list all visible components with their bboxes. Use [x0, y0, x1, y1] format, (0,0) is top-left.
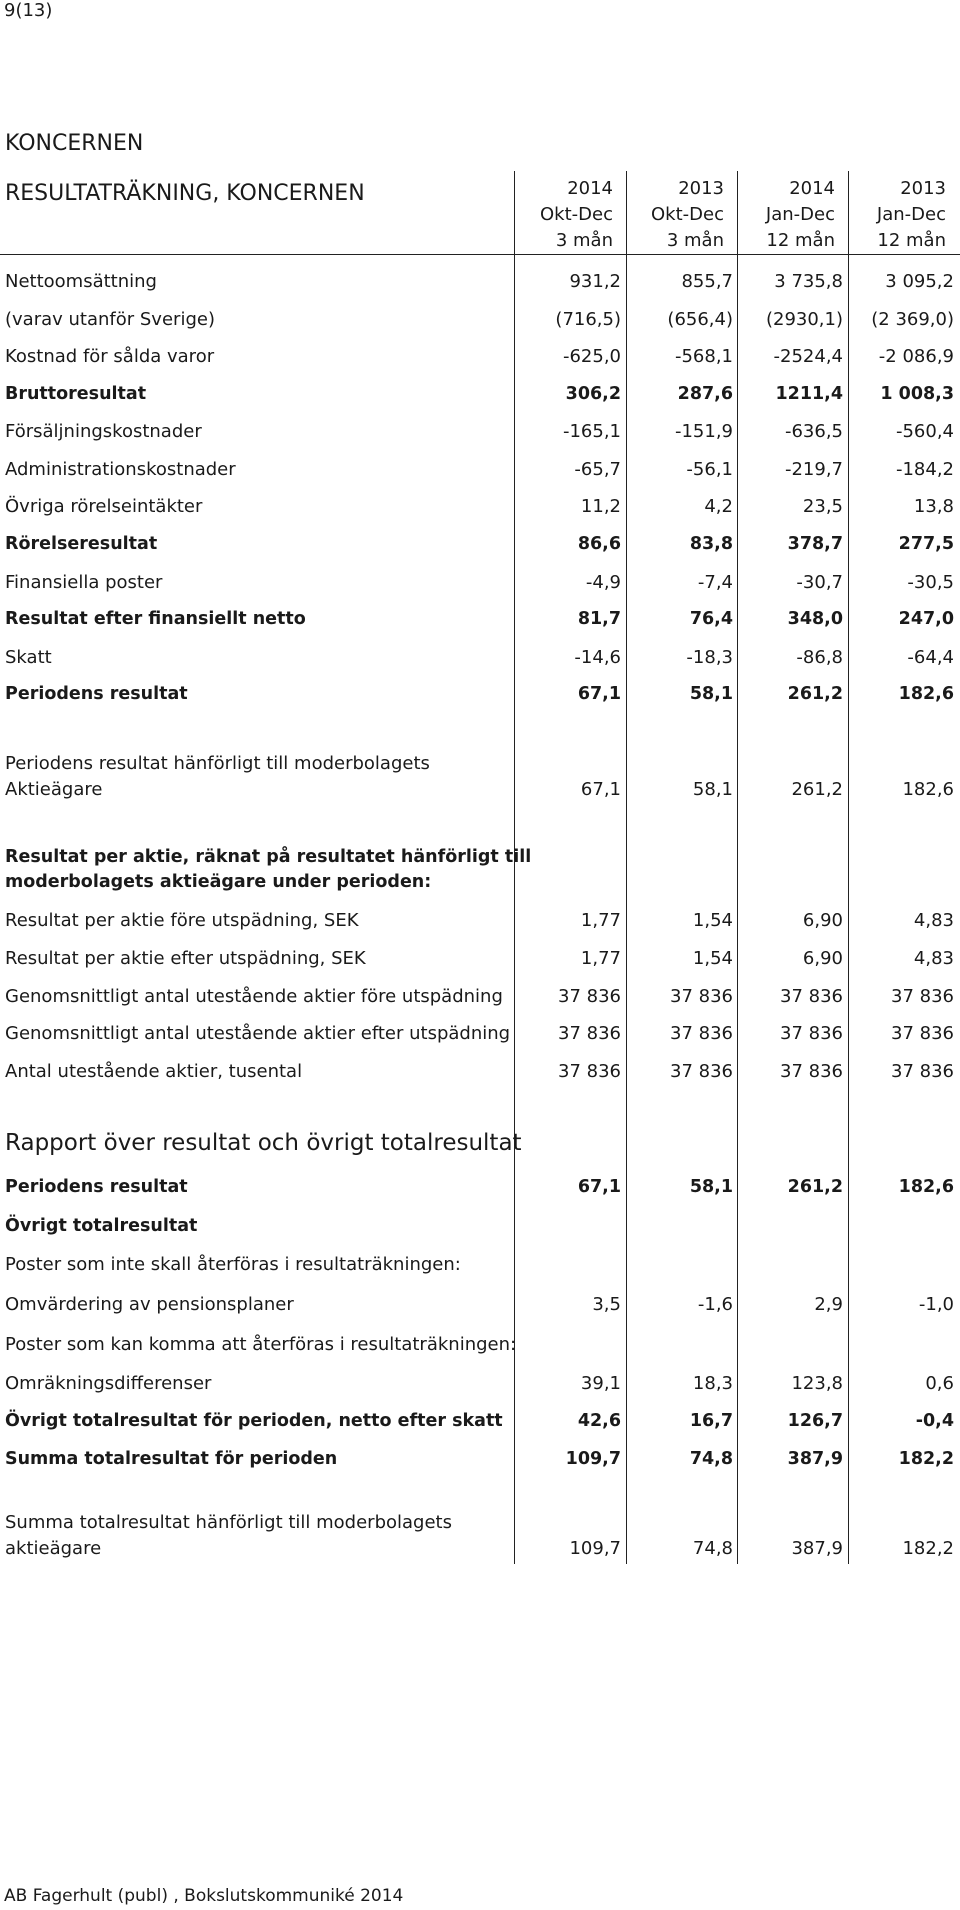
row-value: 4,2 — [704, 496, 733, 517]
row-label: Nettoomsättning — [5, 271, 157, 292]
row-value: 37 836 — [780, 1023, 843, 1044]
column-header — [507, 176, 613, 254]
column-year: 2014 — [567, 178, 613, 199]
column-period: Jan-Dec — [765, 204, 835, 225]
row-value: 37 836 — [780, 986, 843, 1007]
row-value: -568,1 — [674, 346, 733, 367]
row-label: Antal utestående aktier, tusental — [5, 1061, 303, 1082]
row-value: -1,6 — [697, 1294, 733, 1315]
row-label: Omräkningsdifferenser — [5, 1373, 212, 1394]
row-value: -14,6 — [574, 647, 621, 668]
attributable-label-line1: Periodens resultat hänförligt till moderbolagets — [5, 753, 430, 774]
row-value: 37 836 — [670, 1061, 733, 1082]
column-period: Okt-Dec — [540, 204, 613, 225]
row-value: 1 008,3 — [880, 384, 954, 404]
column-divider — [737, 171, 738, 1564]
row-value: 109,7 — [569, 1538, 621, 1559]
row-value: 182,2 — [902, 1538, 954, 1559]
row-value: -219,7 — [784, 459, 843, 480]
row-value: 1,77 — [580, 910, 621, 931]
row-value: -4,9 — [585, 572, 621, 593]
per-share-heading — [5, 845, 531, 895]
column-period: Okt-Dec — [651, 204, 724, 225]
row-value: 387,9 — [787, 1449, 843, 1469]
row-value: -1,0 — [918, 1294, 954, 1315]
row-value: 4,83 — [913, 910, 954, 931]
row-value: 37 836 — [670, 1023, 733, 1044]
column-divider — [626, 171, 627, 1564]
column-divider — [848, 171, 849, 1564]
row-value: 1,54 — [692, 948, 733, 969]
row-value: -65,7 — [574, 459, 621, 480]
row-label: Administrationskostnader — [5, 459, 236, 480]
row-value: 3 095,2 — [885, 271, 954, 292]
row-label: Resultat per aktie efter utspädning, SEK — [5, 948, 366, 969]
row-value: -625,0 — [562, 346, 621, 367]
row-label: Kostnad för sålda varor — [5, 346, 215, 367]
row-value: 16,7 — [689, 1411, 733, 1431]
row-label: Genomsnittligt antal utestående aktier före utspädning — [5, 986, 503, 1007]
column-header — [840, 176, 946, 254]
row-value: 37 836 — [891, 986, 954, 1007]
row-value: 74,8 — [689, 1449, 733, 1469]
section-title: KONCERNEN — [5, 131, 144, 156]
row-value: 37 836 — [891, 1061, 954, 1082]
row-value: 74,8 — [692, 1538, 733, 1559]
row-value: (2930,1) — [765, 309, 843, 330]
row-value: 13,8 — [913, 496, 954, 517]
row-value: 37 836 — [780, 1061, 843, 1082]
page-number: 9(13) — [4, 0, 53, 21]
row-value: -2524,4 — [773, 346, 843, 367]
row-value: 387,9 — [791, 1538, 843, 1559]
row-value: -184,2 — [895, 459, 954, 480]
row-label: Övrigt totalresultat för perioden, netto efter skatt — [5, 1411, 503, 1431]
column-header — [729, 176, 835, 254]
row-value: 182,6 — [898, 684, 954, 704]
row-value: 11,2 — [580, 496, 621, 517]
row-value: 58,1 — [689, 1177, 733, 1197]
row-value: (656,4) — [667, 309, 733, 330]
row-value: 348,0 — [787, 609, 843, 629]
row-value: 182,6 — [902, 779, 954, 800]
row-value: 39,1 — [580, 1373, 621, 1394]
row-value: 83,8 — [689, 534, 733, 554]
column-year: 2014 — [789, 178, 835, 199]
row-value: 182,2 — [898, 1449, 954, 1469]
row-value: 287,6 — [677, 384, 733, 404]
row-value: 37 836 — [670, 986, 733, 1007]
row-value: 126,7 — [787, 1411, 843, 1431]
row-value: 1,54 — [692, 910, 733, 931]
row-value: -30,5 — [907, 572, 954, 593]
column-length: 12 mån — [766, 230, 835, 251]
row-label: Övriga rörelseintäkter — [5, 496, 203, 517]
column-header — [618, 176, 724, 254]
row-label: Resultat efter finansiellt netto — [5, 609, 306, 629]
row-value: 58,1 — [692, 779, 733, 800]
row-value: 18,3 — [692, 1373, 733, 1394]
row-value: 378,7 — [787, 534, 843, 554]
row-value: 6,90 — [802, 910, 843, 931]
row-value: 3,5 — [592, 1294, 621, 1315]
row-label: Bruttoresultat — [5, 384, 147, 404]
per-share-heading-line2: moderbolagets aktieägare under perioden: — [5, 872, 432, 892]
row-value: -56,1 — [686, 459, 733, 480]
report-title: Rapport över resultat och övrigt totalresultat — [5, 1130, 522, 1156]
row-value: -636,5 — [784, 421, 843, 442]
row-value: 306,2 — [565, 384, 621, 404]
row-value: 0,6 — [925, 1373, 954, 1394]
row-value: 182,6 — [898, 1177, 954, 1197]
row-value: 23,5 — [802, 496, 843, 517]
summa-attributable-label-line1: Summa totalresultat hänförligt till moderbolagets — [5, 1512, 452, 1533]
row-value: 931,2 — [569, 271, 621, 292]
row-value: 37 836 — [558, 1061, 621, 1082]
row-value: -18,3 — [686, 647, 733, 668]
row-label: (varav utanför Sverige) — [5, 309, 215, 330]
row-value: 81,7 — [577, 609, 621, 629]
row-value: -64,4 — [907, 647, 954, 668]
row-value: -2 086,9 — [878, 346, 954, 367]
row-value: 1211,4 — [775, 384, 843, 404]
row-value: -165,1 — [562, 421, 621, 442]
row-value: 37 836 — [891, 1023, 954, 1044]
row-value: -0,4 — [915, 1411, 954, 1431]
column-length: 3 mån — [666, 230, 724, 251]
row-label: Aktieägare — [5, 779, 103, 800]
row-label: Resultat per aktie före utspädning, SEK — [5, 910, 359, 931]
row-value: 123,8 — [791, 1373, 843, 1394]
row-value: -151,9 — [674, 421, 733, 442]
row-value: 58,1 — [689, 684, 733, 704]
row-value: 1,77 — [580, 948, 621, 969]
row-value: (716,5) — [555, 309, 621, 330]
row-value: 2,9 — [814, 1294, 843, 1315]
row-value: 261,2 — [791, 779, 843, 800]
row-label: Försäljningskostnader — [5, 421, 202, 442]
row-value: 86,6 — [577, 534, 621, 554]
row-label: Summa totalresultat för perioden — [5, 1449, 338, 1469]
row-label: Omvärdering av pensionsplaner — [5, 1294, 294, 1315]
row-value: (2 369,0) — [871, 309, 954, 330]
row-value: -86,8 — [796, 647, 843, 668]
row-value: 247,0 — [898, 609, 954, 629]
not-reclassified-label: Poster som inte skall återföras i resultaträkningen: — [5, 1254, 461, 1275]
header-rule — [0, 254, 960, 255]
ovrigt-heading: Övrigt totalresultat — [5, 1216, 198, 1236]
row-label: Rörelseresultat — [5, 534, 158, 554]
row-label: Genomsnittligt antal utestående aktier efter utspädning — [5, 1023, 511, 1044]
row-value: -560,4 — [895, 421, 954, 442]
row-label: Periodens resultat — [5, 684, 188, 704]
row-value: 67,1 — [577, 1177, 621, 1197]
row-value: 6,90 — [802, 948, 843, 969]
row-value: 855,7 — [681, 271, 733, 292]
row-label: Finansiella poster — [5, 572, 163, 593]
row-value: 76,4 — [689, 609, 733, 629]
row-value: 3 735,8 — [774, 271, 843, 292]
row-value: 37 836 — [558, 986, 621, 1007]
column-period: Jan-Dec — [876, 204, 946, 225]
row-value: 261,2 — [787, 1177, 843, 1197]
row-value: 67,1 — [580, 779, 621, 800]
reclassified-label: Poster som kan komma att återföras i resultaträkningen: — [5, 1334, 517, 1355]
row-value: 37 836 — [558, 1023, 621, 1044]
column-length: 12 mån — [877, 230, 946, 251]
column-year: 2013 — [678, 178, 724, 199]
row-value: -7,4 — [697, 572, 733, 593]
footer: AB Fagerhult (publ) , Bokslutskommuniké 2014 — [4, 1886, 404, 1906]
row-value: 42,6 — [577, 1411, 621, 1431]
row-value: 109,7 — [565, 1449, 621, 1469]
row-value: 277,5 — [898, 534, 954, 554]
row-value: 4,83 — [913, 948, 954, 969]
row-value: -30,7 — [796, 572, 843, 593]
table-title: RESULTATRÄKNING, KONCERNEN — [5, 181, 365, 206]
row-label: Periodens resultat — [5, 1177, 188, 1197]
row-value: 261,2 — [787, 684, 843, 704]
row-value: 67,1 — [577, 684, 621, 704]
row-label: aktieägare — [5, 1538, 102, 1559]
column-year: 2013 — [900, 178, 946, 199]
column-length: 3 mån — [555, 230, 613, 251]
row-label: Skatt — [5, 647, 52, 668]
per-share-heading-line1: Resultat per aktie, räknat på resultatet hänförligt till — [5, 847, 532, 867]
